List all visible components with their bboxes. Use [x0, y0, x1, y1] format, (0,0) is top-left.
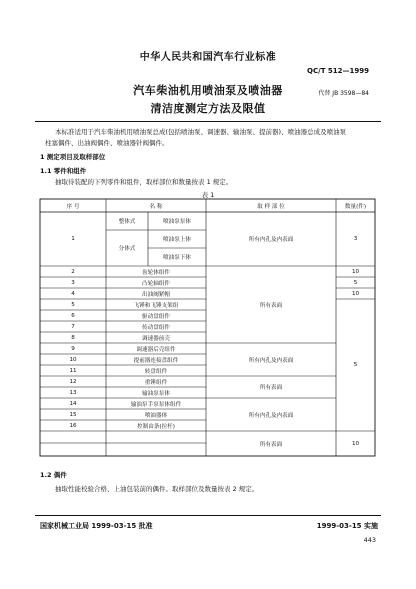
table-header-location: 取 样 部 位: [257, 203, 285, 210]
table-cell-seq: 13: [69, 389, 77, 396]
table-header-qty: 数量(件): [344, 203, 367, 210]
replaces-standard: 代替 JB 3598—84: [318, 90, 369, 97]
table-cell-name: 重锤组件: [144, 379, 168, 386]
table-cell-location: 所有内孔及内表面: [248, 237, 294, 243]
section-1-heading: 1 测定项目及取样部位: [40, 153, 106, 161]
table-header-name: 名 称: [149, 203, 163, 210]
table-cell-name: 输油泵泵体: [142, 390, 170, 397]
table-cell-seq: 10: [69, 356, 77, 363]
table-cell-location: 所有表面: [259, 302, 283, 309]
table-cell-qty: 10: [351, 268, 360, 275]
table-cell-name: 喷油泵泵体: [163, 219, 191, 225]
table-cell-name: 输油泵手泵泵体组件: [130, 401, 182, 408]
table-cell-split-type: 分体式: [118, 246, 136, 252]
table-cell-seq: 9: [71, 345, 75, 352]
table-cell-seq: 3: [71, 279, 75, 286]
table-cell-qty: 10: [351, 440, 360, 447]
approval-line: 国家机械工业局 1999-03-15 批准: [40, 522, 153, 530]
table-cell-name: 驱动盘组件: [142, 313, 170, 320]
intro-paragraph-line1: 本标准适用于汽车柴油机用喷油泵总成(包括喷油泵、调速器、输油泵、提前器)、喷油器总成及喷油泵: [55, 128, 347, 136]
table-cell-seq: 7: [71, 323, 75, 330]
table-cell-name: 喷油泵下体: [163, 255, 191, 261]
table-cell-name: 转盘组件: [144, 368, 168, 375]
table-cell-overall-type: 整体式: [118, 219, 136, 225]
table-cell-name: 提前器连接盘组件: [133, 357, 179, 364]
table-cell-seq: 4: [71, 290, 75, 297]
table-cell-name: 飞锤和飞锤支架组: [133, 302, 179, 309]
table-cell-location: 所有表面: [259, 385, 283, 391]
table-cell-name: 出油阀紧帽: [142, 291, 170, 298]
table-cell-name: 调速器前壳: [142, 335, 170, 342]
implementation-date: 1999-03-15 实施: [316, 522, 378, 530]
page-number: 443: [363, 536, 376, 544]
table-cell-qty: 5: [353, 362, 358, 368]
section-1-2-heading: 1.2 偶件: [40, 471, 67, 479]
table-cell-qty: 3: [353, 236, 358, 242]
table-cell-seq: 15: [69, 411, 77, 418]
section-1-1-text: 抽取待装配的下列零件和组件，取样部位和数量按表 1 规定。: [55, 178, 233, 186]
section-1-2-text: 抽取性能校验合格、上油包装前的偶件。取样部位及数量按表 2 规定。: [55, 485, 259, 493]
table-cell-seq: 6: [71, 312, 75, 319]
table-cell-qty: 5: [353, 279, 358, 286]
table-cell-name: [106, 443, 206, 456]
bottom-rule: [35, 515, 381, 516]
table-cell-location: 所有表面: [259, 441, 283, 448]
document-title-line2: 清洁度测定方法及限值: [150, 102, 266, 115]
table-cell-seq: 8: [71, 334, 75, 341]
table-cell-name: 调速器后壳组件: [136, 346, 176, 353]
intro-paragraph-line2: 柱塞偶件、出油阀偶件、喷油器针阀偶件。: [45, 139, 169, 147]
table-cell-name: 齿轮体组件: [142, 269, 170, 276]
table-cell-name: [106, 431, 206, 443]
table-cell-seq: 2: [71, 268, 75, 275]
table-cell-name: 喷油器体: [144, 412, 168, 419]
table-cell-location: 所有内孔及内表面: [248, 357, 294, 364]
table-header-seq: 序 号: [66, 203, 80, 210]
table-cell-qty: 10: [351, 290, 360, 297]
table-cell-name: 凸轮轴组件: [142, 280, 170, 287]
table-cell-location: 所有内孔及内表面: [248, 412, 294, 419]
table-cell-seq: 1: [71, 236, 75, 242]
standard-category: 中华人民共和国汽车行业标准: [139, 52, 277, 63]
table-cell-seq: 12: [69, 378, 77, 385]
document-title-line1: 汽车柴油机用喷油泵及喷油器: [133, 84, 283, 97]
table-caption: 表 1: [201, 191, 215, 199]
table-cell-seq: 5: [71, 301, 75, 308]
table-cell-seq: 16: [69, 422, 77, 429]
table-cell-seq: 14: [69, 400, 77, 407]
section-1-1-heading: 1.1 零件和组件: [40, 167, 87, 175]
table-cell-seq: 11: [69, 367, 77, 374]
table-cell-name: 传动盘组件: [142, 324, 170, 331]
standard-code: QC/T 512—1999: [307, 67, 369, 75]
table-cell-name: 控制由条(拉杆): [137, 423, 175, 430]
table-cell-seq: [40, 443, 106, 456]
table-cell-name: 喷油泵上体: [163, 237, 191, 243]
table-cell-seq: [40, 431, 106, 443]
